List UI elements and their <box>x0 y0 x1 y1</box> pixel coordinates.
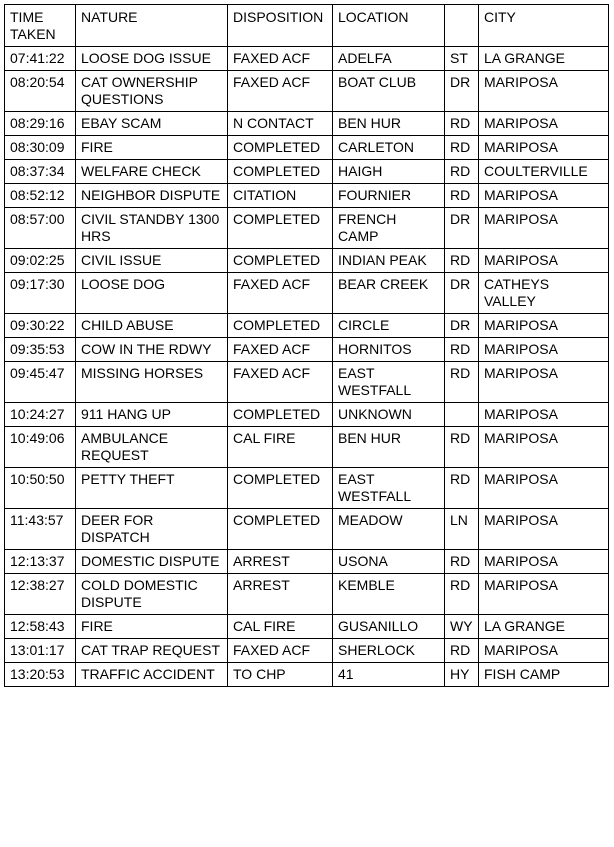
cell-time-taken: 13:01:17 <box>5 639 76 663</box>
cell-nature: EBAY SCAM <box>76 112 228 136</box>
cell-location: EAST WESTFALL <box>333 362 445 403</box>
cell-city: MARIPOSA <box>479 184 609 208</box>
cell-street-suffix: RD <box>445 112 479 136</box>
table-row <box>5 574 609 615</box>
cell-disposition: COMPLETED <box>228 403 333 427</box>
cell-nature: COLD DOMESTIC DISPUTE <box>76 574 228 615</box>
table-row <box>5 663 609 687</box>
cell-street-suffix: DR <box>445 208 479 249</box>
cell-location: UNKNOWN <box>333 403 445 427</box>
cell-nature: CHILD ABUSE <box>76 314 228 338</box>
cell-street-suffix: HY <box>445 663 479 687</box>
cell-time-taken: 09:35:53 <box>5 338 76 362</box>
cell-time-taken: 08:37:34 <box>5 160 76 184</box>
cell-location: GUSANILLO <box>333 615 445 639</box>
cell-time-taken: 10:49:06 <box>5 427 76 468</box>
cell-time-taken: 13:20:53 <box>5 663 76 687</box>
table-row <box>5 136 609 160</box>
cell-street-suffix: ST <box>445 47 479 71</box>
cell-city: LA GRANGE <box>479 615 609 639</box>
cell-location: FOURNIER <box>333 184 445 208</box>
cell-nature: TRAFFIC ACCIDENT <box>76 663 228 687</box>
cell-street-suffix: RD <box>445 184 479 208</box>
cell-time-taken: 07:41:22 <box>5 47 76 71</box>
cell-disposition: FAXED ACF <box>228 273 333 314</box>
cell-city: MARIPOSA <box>479 550 609 574</box>
cell-location: EAST WESTFALL <box>333 468 445 509</box>
cell-time-taken: 08:30:09 <box>5 136 76 160</box>
cell-street-suffix: RD <box>445 550 479 574</box>
cell-time-taken: 09:02:25 <box>5 249 76 273</box>
table-row <box>5 160 609 184</box>
cell-time-taken: 08:20:54 <box>5 71 76 112</box>
cell-location: MEADOW <box>333 509 445 550</box>
cell-location: FRENCH CAMP <box>333 208 445 249</box>
cell-nature: MISSING HORSES <box>76 362 228 403</box>
cell-nature: AMBULANCE REQUEST <box>76 427 228 468</box>
header-location: LOCATION <box>333 5 445 47</box>
header-street-suffix <box>445 5 479 47</box>
cell-street-suffix: WY <box>445 615 479 639</box>
cell-disposition: COMPLETED <box>228 509 333 550</box>
cell-nature: CAT OWNERSHIP QUESTIONS <box>76 71 228 112</box>
cell-city: MARIPOSA <box>479 403 609 427</box>
cell-city: MARIPOSA <box>479 71 609 112</box>
cell-city: FISH CAMP <box>479 663 609 687</box>
cell-street-suffix: RD <box>445 639 479 663</box>
cell-city: MARIPOSA <box>479 427 609 468</box>
header-row <box>5 5 609 47</box>
header-city: CITY <box>479 5 609 47</box>
cell-disposition: N CONTACT <box>228 112 333 136</box>
cell-nature: 911 HANG UP <box>76 403 228 427</box>
cell-city: MARIPOSA <box>479 509 609 550</box>
cell-disposition: COMPLETED <box>228 468 333 509</box>
cell-nature: CIVIL ISSUE <box>76 249 228 273</box>
table-row <box>5 615 609 639</box>
cell-city: MARIPOSA <box>479 112 609 136</box>
cell-time-taken: 09:17:30 <box>5 273 76 314</box>
cell-time-taken: 12:58:43 <box>5 615 76 639</box>
cell-disposition: FAXED ACF <box>228 338 333 362</box>
table-row <box>5 427 609 468</box>
cell-disposition: COMPLETED <box>228 314 333 338</box>
cell-nature: LOOSE DOG ISSUE <box>76 47 228 71</box>
cell-city: LA GRANGE <box>479 47 609 71</box>
cell-location: BEN HUR <box>333 112 445 136</box>
cell-disposition: FAXED ACF <box>228 362 333 403</box>
cell-nature: PETTY THEFT <box>76 468 228 509</box>
cell-disposition: TO CHP <box>228 663 333 687</box>
header-nature: NATURE <box>76 5 228 47</box>
cell-street-suffix: RD <box>445 574 479 615</box>
cell-street-suffix: RD <box>445 427 479 468</box>
table-row <box>5 273 609 314</box>
cell-location: INDIAN PEAK <box>333 249 445 273</box>
cell-city: MARIPOSA <box>479 468 609 509</box>
cell-disposition: FAXED ACF <box>228 47 333 71</box>
cell-disposition: FAXED ACF <box>228 71 333 112</box>
cell-time-taken: 11:43:57 <box>5 509 76 550</box>
cell-street-suffix <box>445 403 479 427</box>
table-row <box>5 403 609 427</box>
cell-nature: CIVIL STANDBY 1300 HRS <box>76 208 228 249</box>
cell-street-suffix: RD <box>445 160 479 184</box>
cell-street-suffix: DR <box>445 71 479 112</box>
cell-time-taken: 09:30:22 <box>5 314 76 338</box>
cell-street-suffix: DR <box>445 314 479 338</box>
cell-time-taken: 09:45:47 <box>5 362 76 403</box>
cell-street-suffix: RD <box>445 362 479 403</box>
cell-time-taken: 12:13:37 <box>5 550 76 574</box>
cell-city: MARIPOSA <box>479 574 609 615</box>
header-disposition: DISPOSITION <box>228 5 333 47</box>
cell-disposition: COMPLETED <box>228 208 333 249</box>
table-row <box>5 184 609 208</box>
cell-nature: DEER FOR DISPATCH <box>76 509 228 550</box>
cell-location: HORNITOS <box>333 338 445 362</box>
cell-time-taken: 10:24:27 <box>5 403 76 427</box>
cell-nature: FIRE <box>76 136 228 160</box>
cell-city: MARIPOSA <box>479 639 609 663</box>
cell-nature: WELFARE CHECK <box>76 160 228 184</box>
cell-street-suffix: RD <box>445 249 479 273</box>
cell-nature: COW IN THE RDWY <box>76 338 228 362</box>
cell-time-taken: 08:52:12 <box>5 184 76 208</box>
cell-location: 41 <box>333 663 445 687</box>
table-row <box>5 314 609 338</box>
table-row <box>5 468 609 509</box>
cell-time-taken: 08:29:16 <box>5 112 76 136</box>
cell-street-suffix: RD <box>445 136 479 160</box>
cell-disposition: CITATION <box>228 184 333 208</box>
cell-location: SHERLOCK <box>333 639 445 663</box>
cell-city: MARIPOSA <box>479 208 609 249</box>
cell-street-suffix: RD <box>445 338 479 362</box>
cell-city: MARIPOSA <box>479 314 609 338</box>
cell-city: CATHEYS VALLEY <box>479 273 609 314</box>
table-row <box>5 362 609 403</box>
cell-disposition: CAL FIRE <box>228 427 333 468</box>
cell-street-suffix: DR <box>445 273 479 314</box>
cell-disposition: FAXED ACF <box>228 639 333 663</box>
table-row <box>5 47 609 71</box>
cell-location: KEMBLE <box>333 574 445 615</box>
cell-location: CIRCLE <box>333 314 445 338</box>
cell-disposition: COMPLETED <box>228 160 333 184</box>
cell-nature: FIRE <box>76 615 228 639</box>
cell-location: CARLETON <box>333 136 445 160</box>
cell-location: ADELFA <box>333 47 445 71</box>
cell-street-suffix: RD <box>445 468 479 509</box>
header-time-taken: TIME TAKEN <box>5 5 76 47</box>
cell-nature: NEIGHBOR DISPUTE <box>76 184 228 208</box>
cell-disposition: CAL FIRE <box>228 615 333 639</box>
cell-city: MARIPOSA <box>479 249 609 273</box>
table-row <box>5 71 609 112</box>
table-row <box>5 249 609 273</box>
call-log-body <box>5 47 609 687</box>
cell-city: MARIPOSA <box>479 362 609 403</box>
cell-location: BEAR CREEK <box>333 273 445 314</box>
table-row <box>5 639 609 663</box>
cell-nature: LOOSE DOG <box>76 273 228 314</box>
cell-city: MARIPOSA <box>479 338 609 362</box>
cell-time-taken: 12:38:27 <box>5 574 76 615</box>
cell-nature: DOMESTIC DISPUTE <box>76 550 228 574</box>
table-row <box>5 338 609 362</box>
cell-street-suffix: LN <box>445 509 479 550</box>
table-row <box>5 208 609 249</box>
cell-location: BOAT CLUB <box>333 71 445 112</box>
call-log-table <box>4 4 609 687</box>
cell-city: COULTERVILLE <box>479 160 609 184</box>
cell-disposition: ARREST <box>228 574 333 615</box>
cell-location: HAIGH <box>333 160 445 184</box>
cell-time-taken: 10:50:50 <box>5 468 76 509</box>
cell-disposition: ARREST <box>228 550 333 574</box>
cell-time-taken: 08:57:00 <box>5 208 76 249</box>
cell-nature: CAT TRAP REQUEST <box>76 639 228 663</box>
table-row <box>5 112 609 136</box>
cell-disposition: COMPLETED <box>228 249 333 273</box>
table-row <box>5 550 609 574</box>
table-row <box>5 509 609 550</box>
cell-disposition: COMPLETED <box>228 136 333 160</box>
cell-city: MARIPOSA <box>479 136 609 160</box>
cell-location: BEN HUR <box>333 427 445 468</box>
cell-location: USONA <box>333 550 445 574</box>
